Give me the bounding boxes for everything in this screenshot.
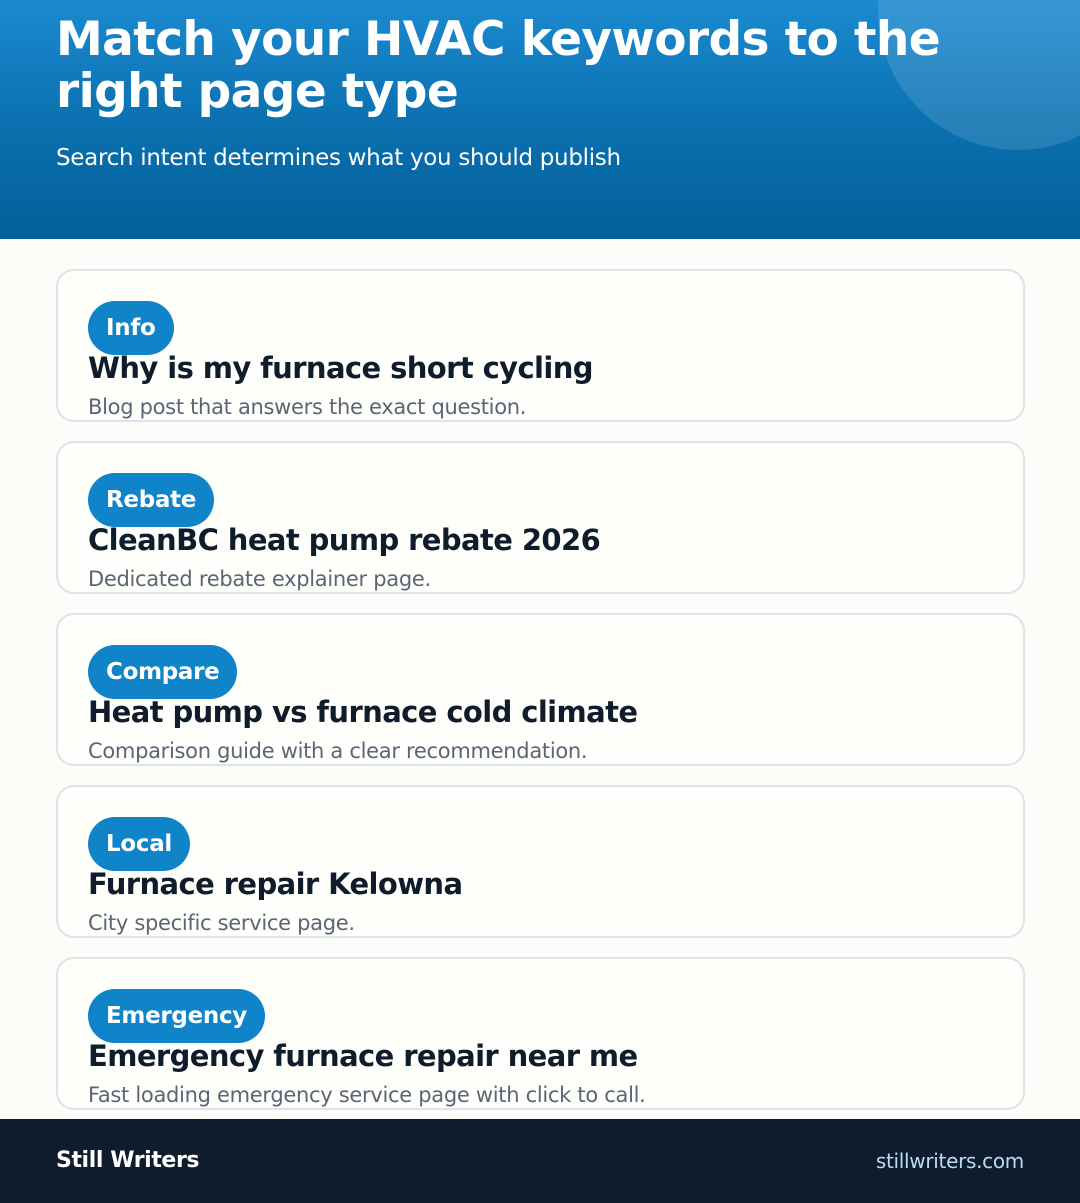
keyword-text: Furnace repair Kelowna xyxy=(88,867,463,901)
footer-bar xyxy=(0,1119,1080,1203)
keyword-text: Why is my furnace short cycling xyxy=(88,351,593,385)
brand-name: Still Writers xyxy=(56,1148,200,1173)
intent-badge: Local xyxy=(88,817,190,871)
header-banner xyxy=(0,0,1080,239)
keyword-card-emergency xyxy=(56,957,1025,1110)
page-title: Match your HVAC keywords to the right page type xyxy=(56,12,941,119)
keyword-card-compare xyxy=(56,613,1025,766)
intent-badge: Compare xyxy=(88,645,237,699)
page-type-description: Fast loading emergency service page with click to call. xyxy=(88,1083,646,1107)
keyword-card-rebate xyxy=(56,441,1025,594)
intent-badge: Emergency xyxy=(88,989,265,1043)
keyword-text: Emergency furnace repair near me xyxy=(88,1039,638,1073)
website-link[interactable]: stillwriters.com xyxy=(875,1149,1024,1173)
page-type-description: City specific service page. xyxy=(88,911,355,935)
intent-badge: Info xyxy=(88,301,174,355)
keyword-text: Heat pump vs furnace cold climate xyxy=(88,695,638,729)
intent-badge: Rebate xyxy=(88,473,214,527)
page-type-description: Comparison guide with a clear recommendation. xyxy=(88,739,588,763)
keyword-card-local xyxy=(56,785,1025,938)
page-type-description: Dedicated rebate explainer page. xyxy=(88,567,431,591)
keyword-card-info xyxy=(56,269,1025,422)
keyword-card-list xyxy=(56,269,1025,1129)
keyword-text: CleanBC heat pump rebate 2026 xyxy=(88,523,601,557)
page-type-description: Blog post that answers the exact question. xyxy=(88,395,527,419)
page-subtitle: Search intent determines what you should publish xyxy=(56,145,621,171)
